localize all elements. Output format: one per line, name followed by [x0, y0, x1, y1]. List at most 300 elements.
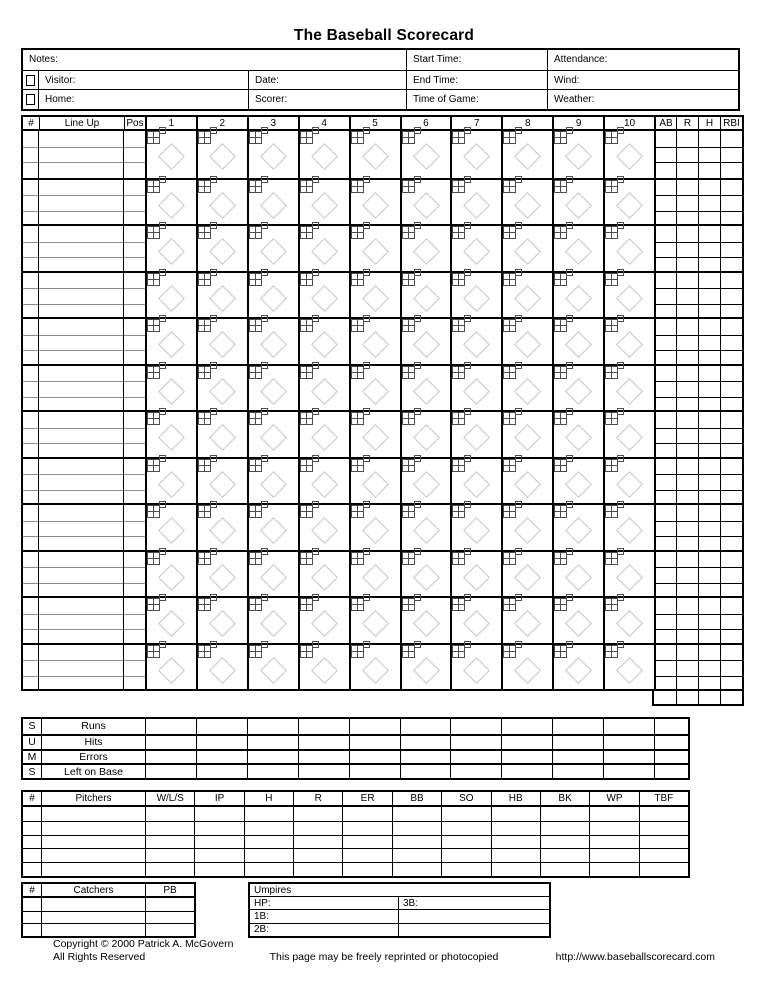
inning-scoring-cell[interactable] [501, 180, 552, 225]
pitchers-col-header-name: Pitchers [41, 792, 145, 805]
pitch-count-grid [351, 459, 372, 473]
player-number-cell[interactable] [23, 598, 39, 643]
inning-scoring-cell[interactable] [247, 226, 298, 271]
stat-cell-column[interactable] [676, 131, 698, 178]
inning-scoring-cell[interactable] [298, 412, 349, 457]
player-name-cell[interactable] [39, 505, 124, 550]
inning-scoring-cell[interactable] [349, 505, 400, 550]
pitch-count-box [464, 362, 471, 369]
pitchers-column-line [41, 792, 42, 876]
sums-value-cell[interactable] [400, 749, 451, 764]
inning-scoring-cell[interactable] [400, 412, 451, 457]
inning-scoring-cell[interactable] [450, 505, 501, 550]
sums-value-cell[interactable] [298, 749, 349, 764]
stat-cell-column[interactable] [654, 459, 676, 504]
stat-cell-column[interactable] [698, 319, 720, 364]
inning-scoring-cell[interactable] [145, 180, 196, 225]
stat-cell-column[interactable] [676, 226, 698, 271]
inning-scoring-cell[interactable] [400, 552, 451, 597]
basepath-diamond [616, 143, 643, 170]
player-name-cell[interactable] [39, 319, 124, 364]
stat-cell-column[interactable] [720, 366, 742, 411]
stat-cell-column[interactable] [720, 598, 742, 643]
inning-scoring-cell[interactable] [450, 226, 501, 271]
inning-scoring-cell[interactable] [145, 459, 196, 504]
inning-scoring-cell[interactable] [400, 273, 451, 318]
player-number-cell[interactable] [23, 505, 39, 550]
pitch-count-box [617, 594, 624, 601]
inning-scoring-cell[interactable] [552, 412, 603, 457]
inning-scoring-cell[interactable] [501, 598, 552, 643]
basepath-diamond [362, 657, 389, 684]
inning-scoring-cell[interactable] [349, 645, 400, 690]
inning-scoring-cell[interactable] [552, 131, 603, 178]
inning-scoring-cell[interactable] [450, 131, 501, 178]
inning-scoring-cell[interactable] [247, 505, 298, 550]
date-field[interactable] [248, 71, 406, 90]
inning-scoring-cell[interactable] [145, 598, 196, 643]
stat-subrow-divider [677, 583, 698, 584]
player-name-cell[interactable] [39, 598, 124, 643]
inning-scoring-cell[interactable] [552, 645, 603, 690]
inning-scoring-cell[interactable] [196, 505, 247, 550]
stat-cell-column[interactable] [720, 552, 742, 597]
home-checkbox[interactable] [26, 94, 35, 105]
player-number-cell[interactable] [23, 180, 39, 225]
inning-scoring-cell[interactable] [552, 180, 603, 225]
pitch-count-box [509, 558, 516, 565]
inning-scoring-cell[interactable] [603, 273, 654, 318]
pitch-count-box [515, 269, 522, 276]
sums-value-cell[interactable] [501, 763, 552, 778]
inning-scoring-cell[interactable] [247, 319, 298, 364]
sums-value-cell[interactable] [247, 719, 298, 734]
position-cell[interactable] [124, 598, 145, 643]
inning-scoring-cell[interactable] [501, 319, 552, 364]
stat-cell-column[interactable] [720, 180, 742, 225]
inning-scoring-cell[interactable] [247, 552, 298, 597]
pitcher-row[interactable] [23, 848, 688, 862]
stat-cell-column[interactable] [720, 131, 742, 178]
stat-cell-column[interactable] [676, 459, 698, 504]
sums-value-cell[interactable] [603, 749, 654, 764]
stat-cell-column[interactable] [654, 598, 676, 643]
inning-scoring-cell[interactable] [247, 273, 298, 318]
inning-scoring-cell[interactable] [501, 412, 552, 457]
umpire-hp-field[interactable] [250, 897, 398, 909]
sums-value-cell[interactable] [196, 734, 247, 749]
inning-scoring-cell[interactable] [298, 459, 349, 504]
inning-scoring-cell[interactable] [400, 131, 451, 178]
inning-scoring-cell[interactable] [501, 645, 552, 690]
inning-scoring-cell[interactable] [196, 412, 247, 457]
pitchers-col-header-stat: ER [342, 792, 391, 805]
inning-scoring-cell[interactable] [400, 645, 451, 690]
sums-value-cell[interactable] [603, 734, 654, 749]
stat-cell-column[interactable] [654, 180, 676, 225]
inning-scoring-cell[interactable] [450, 412, 501, 457]
attendance-field[interactable] [547, 50, 738, 70]
stat-cell-column[interactable] [676, 505, 698, 550]
pitch-count-box [363, 455, 370, 462]
sums-value-cell[interactable] [654, 719, 688, 734]
inning-scoring-cell[interactable] [196, 180, 247, 225]
stat-cell-column[interactable] [698, 645, 720, 690]
inning-scoring-cell[interactable] [603, 180, 654, 225]
catcher-row[interactable] [23, 911, 194, 924]
stat-cell-column[interactable] [720, 645, 742, 690]
inning-scoring-cell[interactable] [501, 131, 552, 178]
home-field[interactable] [38, 90, 248, 109]
player-number-cell[interactable] [23, 412, 39, 457]
inning-scoring-cell[interactable] [450, 366, 501, 411]
inning-scoring-cell[interactable] [247, 598, 298, 643]
stat-cell-column[interactable] [698, 273, 720, 318]
sums-value-cell[interactable] [400, 719, 451, 734]
inning-scoring-cell[interactable] [552, 598, 603, 643]
position-cell[interactable] [124, 645, 145, 690]
sums-value-cell[interactable] [552, 719, 603, 734]
stat-cell-column[interactable] [654, 273, 676, 318]
sums-value-cell[interactable] [298, 719, 349, 734]
pitch-count-box [153, 232, 160, 239]
sums-value-cell[interactable] [247, 749, 298, 764]
stat-cell-column[interactable] [720, 459, 742, 504]
sums-value-cell[interactable] [603, 719, 654, 734]
sums-value-cell[interactable] [552, 763, 603, 778]
catcher-row[interactable] [23, 923, 194, 936]
sums-value-cell[interactable] [247, 763, 298, 778]
weather-field[interactable] [547, 90, 738, 109]
inning-scoring-cell[interactable] [196, 366, 247, 411]
inning-scoring-cell[interactable] [603, 645, 654, 690]
stat-cell-column[interactable] [654, 131, 676, 178]
inning-scoring-cell[interactable] [450, 598, 501, 643]
sums-value-cell[interactable] [349, 719, 400, 734]
subrow-divider [23, 257, 38, 258]
footer-url: http://www.baseballscorecard.com [555, 951, 715, 963]
stat-cell-column[interactable] [654, 226, 676, 271]
umpire-2b-field[interactable] [250, 924, 398, 936]
inning-scoring-cell[interactable] [145, 273, 196, 318]
inning-scoring-cell[interactable] [196, 645, 247, 690]
inning-scoring-cell[interactable] [603, 459, 654, 504]
inning-scoring-cell[interactable] [247, 645, 298, 690]
inning-scoring-cell[interactable] [298, 319, 349, 364]
visitor-checkbox[interactable] [26, 75, 35, 86]
stat-cell-column[interactable] [654, 505, 676, 550]
inning-scoring-cell[interactable] [603, 366, 654, 411]
stat-cell-column[interactable] [676, 598, 698, 643]
inning-scoring-cell[interactable] [298, 552, 349, 597]
inning-scoring-cell[interactable] [145, 366, 196, 411]
inning-scoring-cell[interactable] [552, 505, 603, 550]
pitch-count-box [414, 455, 421, 462]
stat-cell-column[interactable] [698, 412, 720, 457]
sums-value-cell[interactable] [654, 749, 688, 764]
sums-value-cell[interactable] [450, 734, 501, 749]
position-cell[interactable] [124, 273, 145, 318]
inning-scoring-cell[interactable] [603, 552, 654, 597]
inning-scoring-cell[interactable] [349, 131, 400, 178]
pitcher-row[interactable] [23, 807, 688, 821]
time-of-game-field[interactable] [406, 90, 547, 109]
inning-scoring-cell[interactable] [247, 412, 298, 457]
sums-value-cell[interactable] [145, 719, 196, 734]
player-name-cell[interactable] [39, 366, 124, 411]
stat-cell-column[interactable] [720, 226, 742, 271]
inning-scoring-cell[interactable] [450, 273, 501, 318]
inning-scoring-cell[interactable] [552, 459, 603, 504]
sums-value-cell[interactable] [400, 734, 451, 749]
inning-scoring-cell[interactable] [145, 552, 196, 597]
inning-scoring-cell[interactable] [196, 552, 247, 597]
umpire-3b-field[interactable] [398, 897, 549, 909]
stat-cell-column[interactable] [676, 366, 698, 411]
inning-scoring-cell[interactable] [400, 180, 451, 225]
inning-scoring-cell[interactable] [450, 552, 501, 597]
stat-cell-column[interactable] [654, 412, 676, 457]
stat-subrow-divider [656, 567, 676, 568]
inning-scoring-cell[interactable] [603, 226, 654, 271]
inning-scoring-cell[interactable] [298, 131, 349, 178]
umpire-1b-field[interactable] [250, 910, 398, 922]
sums-value-cell[interactable] [349, 763, 400, 778]
inning-scoring-cell[interactable] [603, 319, 654, 364]
sums-value-cell[interactable] [145, 763, 196, 778]
inning-scoring-cell[interactable] [298, 366, 349, 411]
stat-cell-column[interactable] [676, 319, 698, 364]
player-number-cell[interactable] [23, 131, 39, 178]
stat-cell-column[interactable] [698, 505, 720, 550]
inning-scoring-cell[interactable] [298, 180, 349, 225]
stat-cell-column[interactable] [654, 319, 676, 364]
sums-value-cell[interactable] [450, 763, 501, 778]
stat-cell-column[interactable] [720, 505, 742, 550]
pitcher-row[interactable] [23, 821, 688, 835]
inning-scoring-cell[interactable] [501, 459, 552, 504]
player-number-cell[interactable] [23, 273, 39, 318]
stat-cell-column[interactable] [698, 459, 720, 504]
inning-scoring-cell[interactable] [450, 459, 501, 504]
inning-scoring-cell[interactable] [400, 598, 451, 643]
player-number-cell[interactable] [23, 226, 39, 271]
inning-scoring-cell[interactable] [349, 366, 400, 411]
position-cell[interactable] [124, 412, 145, 457]
sums-value-cell[interactable] [196, 749, 247, 764]
inning-scoring-cell[interactable] [196, 226, 247, 271]
inning-scoring-cell[interactable] [603, 505, 654, 550]
inning-scoring-cell[interactable] [247, 131, 298, 178]
stat-cell-column[interactable] [654, 552, 676, 597]
catcher-row[interactable] [23, 898, 194, 911]
inning-scoring-cell[interactable] [603, 598, 654, 643]
inning-scoring-cell[interactable] [298, 645, 349, 690]
stat-total-cell[interactable] [698, 691, 720, 704]
inning-scoring-cell[interactable] [145, 505, 196, 550]
inning-scoring-cell[interactable] [400, 459, 451, 504]
sums-value-cell[interactable] [145, 749, 196, 764]
inning-scoring-cell[interactable] [247, 459, 298, 504]
stat-cell-column[interactable] [698, 598, 720, 643]
stat-total-cell[interactable] [720, 691, 742, 704]
inning-scoring-cell[interactable] [400, 226, 451, 271]
player-number-cell[interactable] [23, 366, 39, 411]
sums-value-cell[interactable] [552, 734, 603, 749]
position-cell[interactable] [124, 552, 145, 597]
sums-value-cell[interactable] [196, 763, 247, 778]
position-cell[interactable] [124, 366, 145, 411]
sums-value-cell[interactable] [501, 734, 552, 749]
stat-cell-column[interactable] [698, 131, 720, 178]
inning-scoring-cell[interactable] [349, 319, 400, 364]
inning-scoring-cell[interactable] [145, 319, 196, 364]
inning-scoring-cell[interactable] [603, 131, 654, 178]
inning-scoring-cell[interactable] [501, 505, 552, 550]
inning-scoring-cell[interactable] [501, 366, 552, 411]
inning-scoring-cell[interactable] [501, 552, 552, 597]
inning-scoring-cell[interactable] [501, 226, 552, 271]
inning-scoring-cell[interactable] [196, 273, 247, 318]
sums-value-cell[interactable] [145, 734, 196, 749]
inning-scoring-cell[interactable] [450, 645, 501, 690]
player-number-cell[interactable] [23, 645, 39, 690]
pitch-count-grid [198, 180, 219, 194]
stat-cell-column[interactable] [698, 366, 720, 411]
sums-value-cell[interactable] [298, 734, 349, 749]
stat-cell-column[interactable] [676, 180, 698, 225]
sums-value-cell[interactable] [654, 734, 688, 749]
sums-value-cell[interactable] [349, 734, 400, 749]
player-name-cell[interactable] [39, 412, 124, 457]
sums-value-cell[interactable] [603, 763, 654, 778]
inning-scoring-cell[interactable] [603, 412, 654, 457]
inning-scoring-cell[interactable] [349, 598, 400, 643]
inning-scoring-cell[interactable] [145, 412, 196, 457]
inning-scoring-cell[interactable] [552, 273, 603, 318]
inning-scoring-cell[interactable] [349, 412, 400, 457]
notes-field[interactable] [23, 50, 406, 70]
umpire-1b-right-cell[interactable] [398, 910, 549, 922]
sums-value-cell[interactable] [501, 719, 552, 734]
end-time-field[interactable] [406, 71, 547, 90]
inning-scoring-cell[interactable] [450, 319, 501, 364]
player-name-cell[interactable] [39, 131, 124, 178]
inning-scoring-cell[interactable] [196, 131, 247, 178]
position-cell[interactable] [124, 180, 145, 225]
sums-value-cell[interactable] [196, 719, 247, 734]
stat-cell-column[interactable] [698, 226, 720, 271]
inning-scoring-cell[interactable] [145, 226, 196, 271]
inning-scoring-cell[interactable] [400, 319, 451, 364]
pitcher-row[interactable] [23, 835, 688, 849]
stat-cell-column[interactable] [698, 552, 720, 597]
sums-value-cell[interactable] [450, 719, 501, 734]
stat-cell-column[interactable] [720, 319, 742, 364]
player-number-cell[interactable] [23, 552, 39, 597]
inning-scoring-cell[interactable] [145, 131, 196, 178]
stat-total-cell[interactable] [654, 691, 676, 704]
position-cell[interactable] [124, 131, 145, 178]
inning-scoring-cell[interactable] [400, 505, 451, 550]
scorer-field[interactable] [248, 90, 406, 109]
sums-value-cell[interactable] [349, 749, 400, 764]
sums-value-cell[interactable] [552, 749, 603, 764]
pitcher-row[interactable] [23, 862, 688, 876]
sums-value-cell[interactable] [654, 763, 688, 778]
inning-scoring-cell[interactable] [552, 319, 603, 364]
inning-scoring-cell[interactable] [196, 598, 247, 643]
stat-cell-column[interactable] [654, 366, 676, 411]
inning-scoring-cell[interactable] [450, 180, 501, 225]
player-name-cell[interactable] [39, 459, 124, 504]
position-cell[interactable] [124, 226, 145, 271]
wind-field[interactable] [547, 71, 738, 90]
inning-scoring-cell[interactable] [349, 552, 400, 597]
inning-scoring-cell[interactable] [196, 319, 247, 364]
inning-scoring-cell[interactable] [298, 505, 349, 550]
player-name-cell[interactable] [39, 180, 124, 225]
inning-scoring-cell[interactable] [298, 226, 349, 271]
player-name-cell[interactable] [39, 273, 124, 318]
stat-subrow-divider [677, 614, 698, 615]
inning-scoring-cell[interactable] [145, 645, 196, 690]
sums-value-cell[interactable] [298, 763, 349, 778]
stat-subrow-divider [721, 676, 742, 677]
inning-scoring-cell[interactable] [349, 226, 400, 271]
stat-total-cell[interactable] [676, 691, 698, 704]
inning-scoring-cell[interactable] [247, 366, 298, 411]
position-cell[interactable] [124, 459, 145, 504]
player-name-cell[interactable] [39, 226, 124, 271]
pitch-count-box [312, 127, 319, 134]
visitor-field[interactable] [38, 71, 248, 90]
inning-scoring-cell[interactable] [298, 598, 349, 643]
player-name-cell[interactable] [39, 552, 124, 597]
inning-scoring-cell[interactable] [552, 552, 603, 597]
stat-cell-column[interactable] [720, 273, 742, 318]
sums-value-cell[interactable] [247, 734, 298, 749]
sums-value-cell[interactable] [450, 749, 501, 764]
stat-cell-column[interactable] [676, 273, 698, 318]
inning-scoring-cell[interactable] [552, 226, 603, 271]
stat-cell-column[interactable] [720, 412, 742, 457]
inning-scoring-cell[interactable] [349, 459, 400, 504]
inning-scoring-cell[interactable] [349, 180, 400, 225]
sums-value-cell[interactable] [400, 763, 451, 778]
stat-cell-column[interactable] [698, 180, 720, 225]
sums-value-cell[interactable] [501, 749, 552, 764]
position-cell[interactable] [124, 505, 145, 550]
position-cell[interactable] [124, 319, 145, 364]
stat-cell-column[interactable] [676, 552, 698, 597]
inning-scoring-cell[interactable] [552, 366, 603, 411]
player-number-cell[interactable] [23, 319, 39, 364]
inning-scoring-cell[interactable] [400, 366, 451, 411]
inning-scoring-cell[interactable] [247, 180, 298, 225]
stat-cell-column[interactable] [676, 645, 698, 690]
player-number-cell[interactable] [23, 459, 39, 504]
stat-cell-column[interactable] [676, 412, 698, 457]
stat-cell-column[interactable] [654, 645, 676, 690]
player-name-cell[interactable] [39, 645, 124, 690]
inning-scoring-cell[interactable] [349, 273, 400, 318]
umpire-2b-right-cell[interactable] [398, 924, 549, 936]
inning-scoring-cell[interactable] [298, 273, 349, 318]
inning-scoring-cell[interactable] [501, 273, 552, 318]
start-time-field[interactable] [406, 50, 547, 70]
inning-scoring-cell[interactable] [196, 459, 247, 504]
